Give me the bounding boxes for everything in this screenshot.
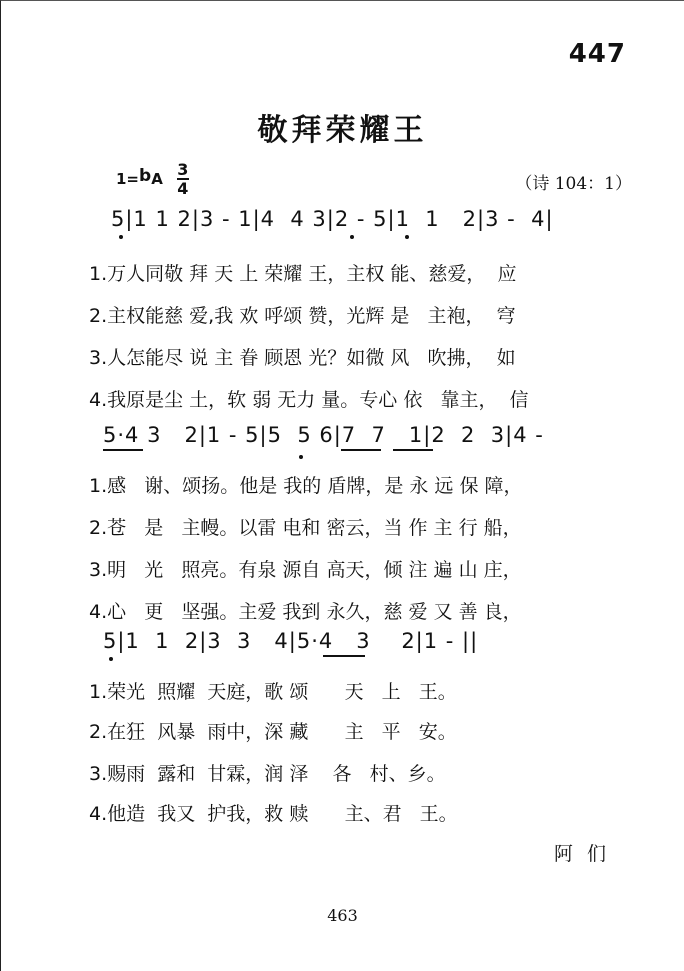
key-note: A [151,170,163,188]
time-signature-bottom: 4 [177,179,189,198]
time-signature-top: 3 [177,160,189,179]
lyric-line: 1.感 谢、颂扬。他是 我的 盾牌，是 永 远 保 障， [89,475,523,497]
lyric-line: 4.我原是尘 土，软 弱 无力 量。专心 依 靠主， 信 [89,389,529,411]
eighth-note-underline [103,449,143,451]
eighth-note-underline [341,449,381,451]
time-signature [177,161,189,197]
key-label [116,166,163,189]
notation-line-3: 5|1 1 2|3 3 4|5·4 3 2|1 - || [103,629,479,653]
page-number: 463 [327,906,358,925]
notation-line-2: 5·4 3 2|1 - 5|5 5 6|7 7 1|2 2 3|4 - [103,423,544,447]
low-octave-dot [119,235,123,239]
scripture-reference: （诗 104：1） [515,174,632,194]
lyric-line: 2.苍 是 主幔。以雷 电和 密云，当 作 主 行 船， [89,517,522,539]
lyric-line: 4.他造 我又 护我，救 赎 主、君 王。 [89,803,458,825]
flat-symbol: b [139,166,152,186]
lyric-line: 3.明 光 照亮。有泉 源自 高天，倾 注 遍 山 庄， [89,559,522,581]
lyric-line: 3.人怎能尽 说 主 眷 顾恩 光？如微 风 吹拂， 如 [89,347,516,369]
lyric-line: 4.心 更 坚强。主爱 我到 永久，慈 爱 又 善 良， [89,601,522,623]
hymn-title: 敬拜荣耀王 [257,113,428,148]
key-signature [116,161,189,197]
amen: 阿们 [553,843,620,865]
low-octave-dot [350,235,354,239]
eighth-note-underline [393,449,433,451]
lyric-line: 2.在狂 风暴 雨中，深 藏 主 平 安。 [89,721,457,743]
lyric-line: 1.万人同敬 拜 天 上 荣耀 王，主权 能、慈爱， 应 [89,263,517,285]
notation-line-1: 5|1 1 2|3 - 1|4 4 3|2 - 5|1 1 2|3 - 4| [111,207,554,231]
lyric-line: 3.赐雨 露和 甘霖，润 泽 各 村、乡。 [89,763,446,785]
lyric-line: 2.主权能慈 爱,我 欢 呼颂 赞，光辉 是 主袍， 穹 [89,305,516,327]
low-octave-dot [109,657,113,661]
low-octave-dot [405,235,409,239]
hymn-number: 447 [568,39,626,69]
key-prefix: 1= [116,170,140,188]
low-octave-dot [299,455,303,459]
lyric-line: 1.荣光 照耀 天庭，歌 颂 天 上 王。 [89,681,457,703]
eighth-note-underline [323,655,365,657]
